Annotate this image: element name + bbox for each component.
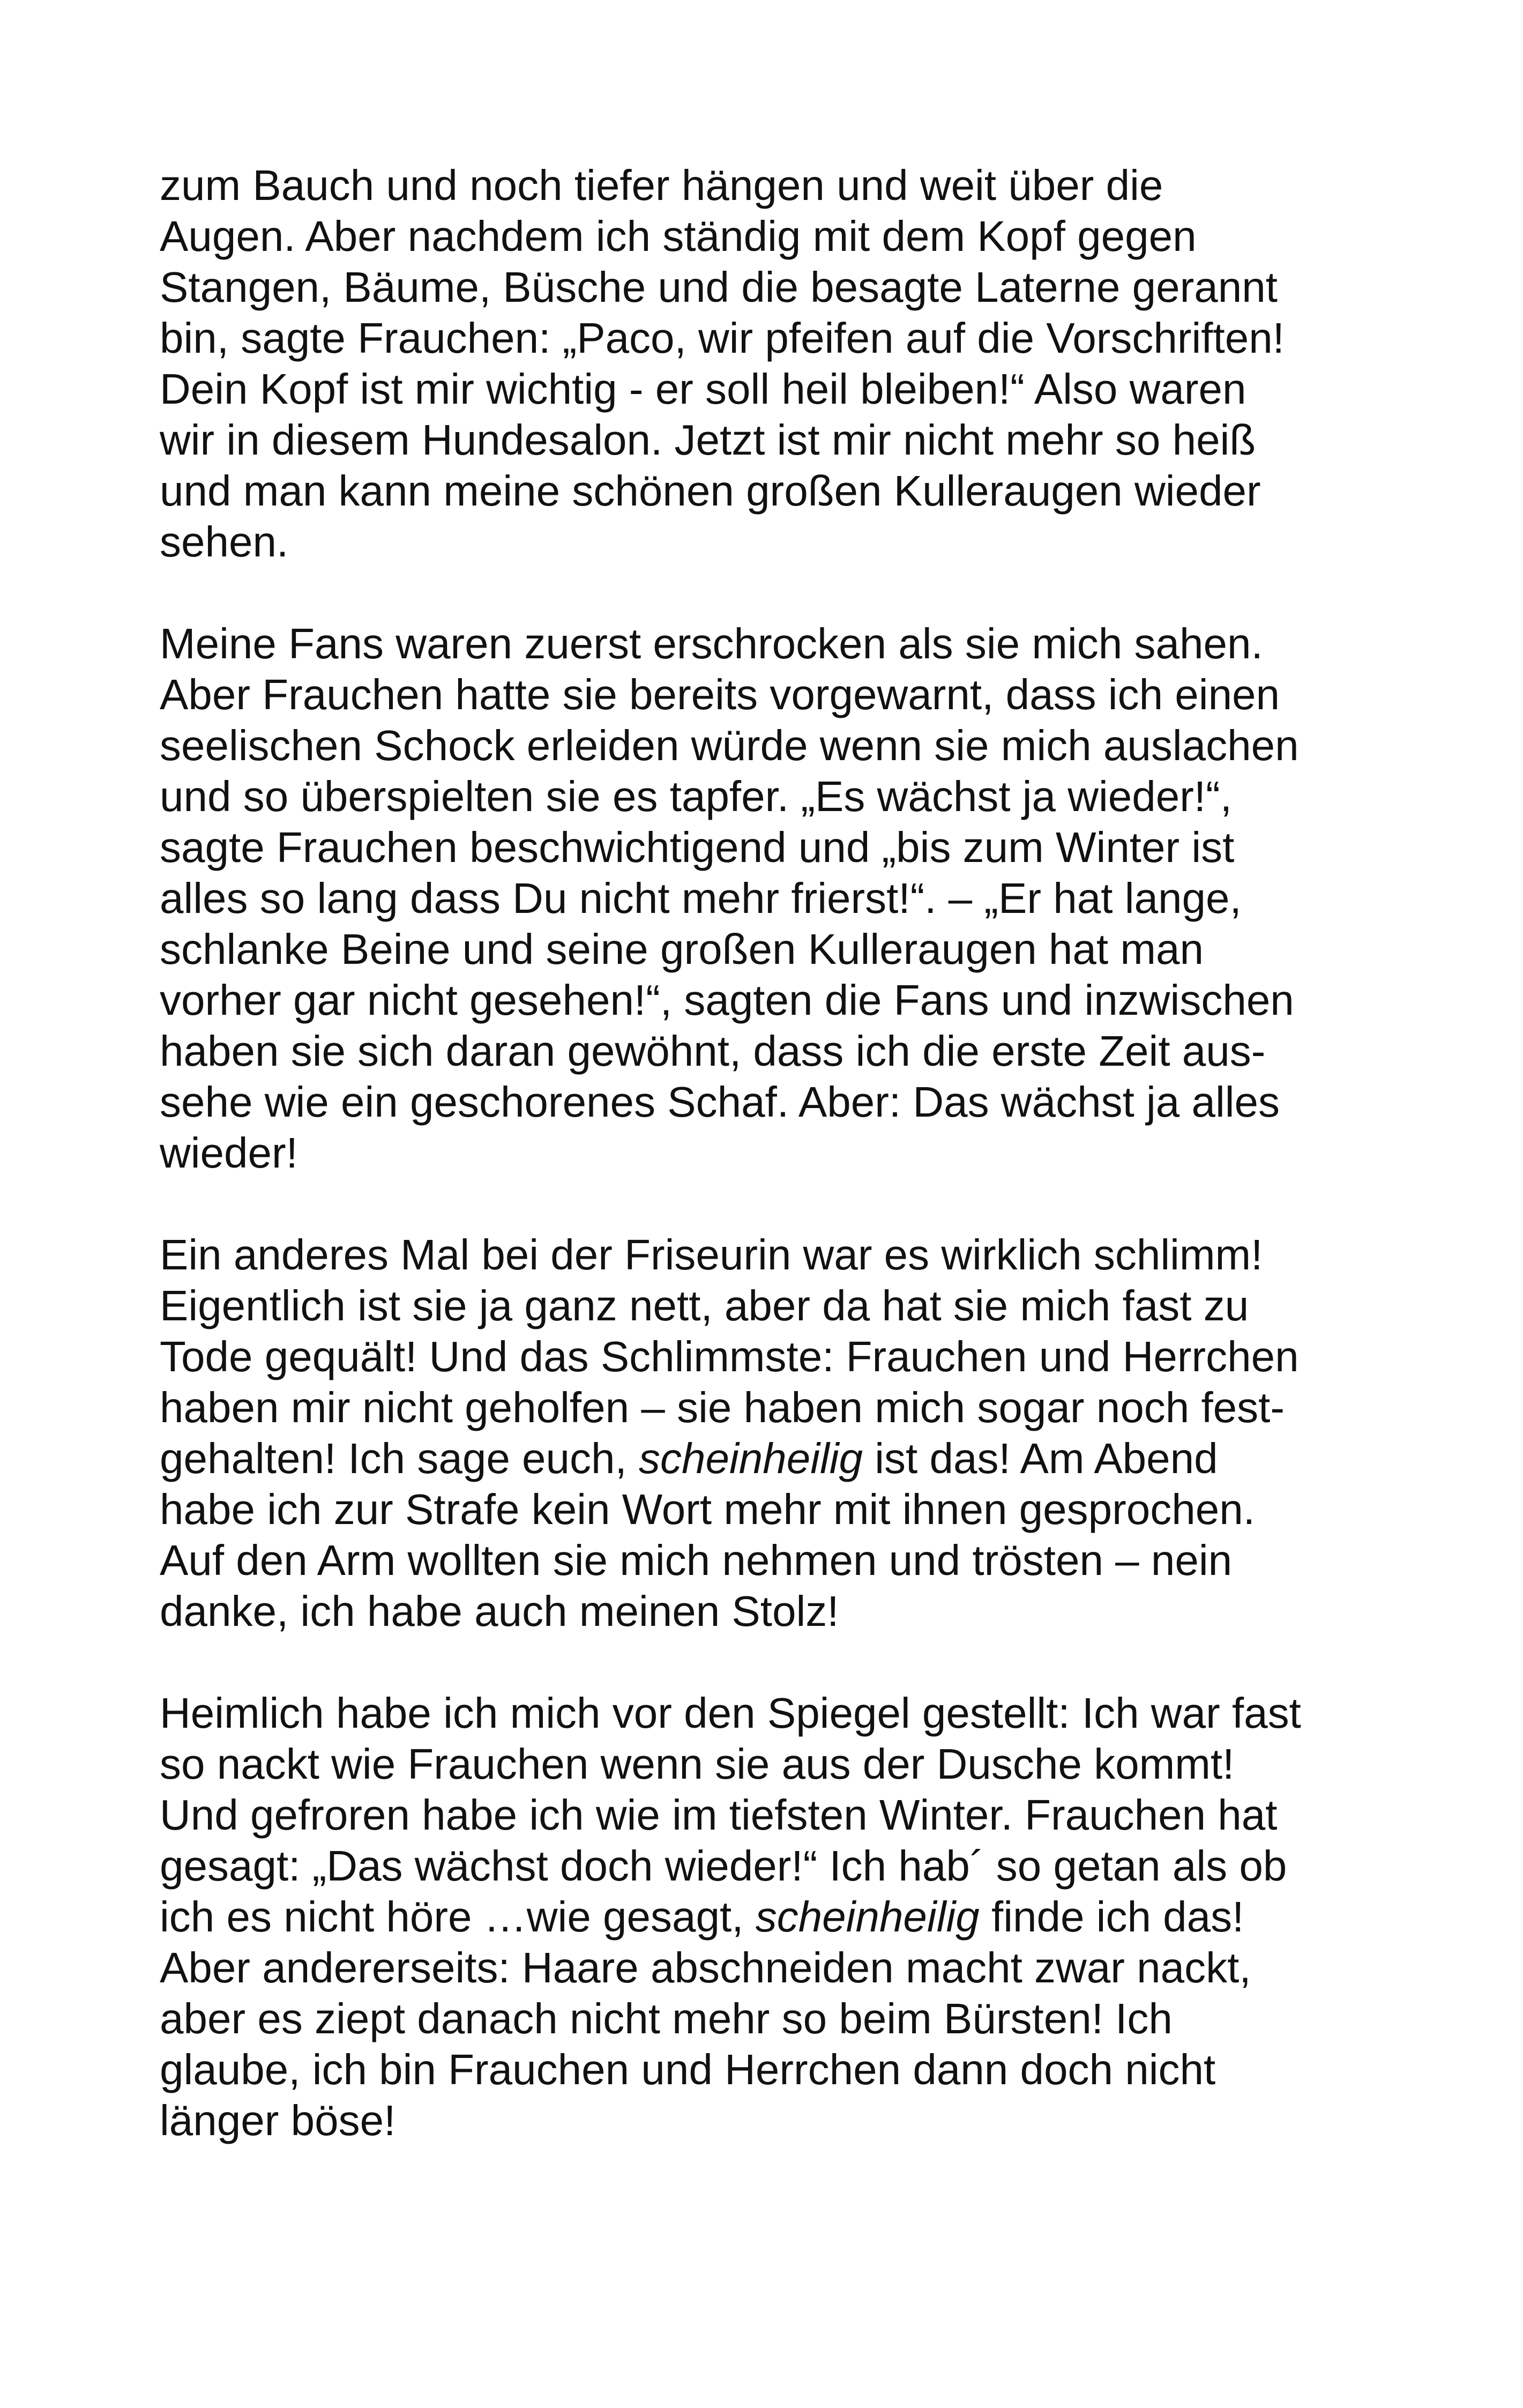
text-line: Meine Fans waren zuerst erschrocken als sie mich sahen. [160,620,1263,667]
paragraph-1 [160,160,1371,567]
text-run: gehalten! Ich sage euch, [160,1435,639,1482]
text-line: sehe wie ein geschorenes Schaf. Aber: Das wächst ja alles [160,1078,1280,1126]
text-line: habe ich zur Strafe kein Wort mehr mit ihnen gesprochen. [160,1485,1255,1533]
text-line: danke, ich habe auch meinen Stolz! [160,1587,839,1635]
text-line: Ein anderes Mal bei der Friseurin war es wirklich schlimm! [160,1231,1263,1279]
text-line: Tode gequält! Und das Schlimmste: Frauchen und Herrchen [160,1333,1299,1380]
text-line: Stangen, Bäume, Büsche und die besagte Laterne gerannt [160,263,1278,311]
text-line: Augen. Aber nachdem ich ständig mit dem Kopf gegen [160,212,1197,260]
text-line: gesagt: „Das wächst doch wieder!“ Ich hab´ so getan als ob [160,1842,1287,1890]
text-line: Aber Frauchen hatte sie bereits vorgewarnt, dass ich einen [160,671,1280,718]
text-line: Und gefroren habe ich wie im tiefsten Winter. Frauchen hat [160,1791,1278,1839]
text-line: Auf den Arm wollten sie mich nehmen und trösten – nein [160,1536,1233,1584]
text-line: haben mir nicht geholfen – sie haben mich sogar noch fest- [160,1384,1285,1431]
text-line: vorher gar nicht gesehen!“, sagten die Fans und inzwischen [160,976,1294,1024]
text-line: so nackt wie Frauchen wenn sie aus der Dusche kommt! [160,1740,1235,1788]
text-line: aber es ziept danach nicht mehr so beim Bürsten! Ich [160,1995,1173,2042]
text-line: sehen. [160,518,289,566]
text-run: ich es nicht höre …wie gesagt, [160,1893,756,1941]
text-line: bin, sagte Frauchen: „Paco, wir pfeifen auf die Vorschriften! [160,314,1285,362]
text-line: seelischen Schock erleiden würde wenn sie mich auslachen [160,722,1299,769]
text-line: länger böse! [160,2097,396,2144]
paragraph-4 [160,1688,1371,2146]
text-line: Dein Kopf ist mir wichtig - er soll heil bleiben!“ Also waren [160,365,1246,413]
text-line: wir in diesem Hundesalon. Jetzt ist mir nicht mehr so heiß [160,416,1256,464]
text-line: glaube, ich bin Frauchen und Herrchen dann doch nicht [160,2046,1216,2093]
text-line: und so überspielten sie es tapfer. „Es wächst ja wieder!“, [160,772,1233,820]
paragraph-3 [160,1229,1371,1637]
paragraph-2 [160,618,1371,1178]
text-line: sagte Frauchen beschwichtigend und „bis zum Winter ist [160,823,1235,871]
text-line-with-emphasis [160,1433,1371,1484]
text-line: haben sie sich daran gewöhnt, dass ich die erste Zeit aus- [160,1027,1266,1075]
text-line: und man kann meine schönen großen Kulleraugen wieder [160,467,1261,515]
text-line: Eigentlich ist sie ja ganz nett, aber da hat sie mich fast zu [160,1282,1249,1329]
text-line: schlanke Beine und seine großen Kulleraugen hat man [160,925,1204,973]
text-line: wieder! [160,1129,298,1177]
emphasized-word: scheinheilig [638,1435,863,1482]
text-line: alles so lang dass Du nicht mehr frierst!“. – „Er hat lange, [160,874,1242,922]
text-line: Aber andererseits: Haare abschneiden macht zwar nackt, [160,1944,1251,1991]
text-run: ist das! Am Abend [863,1435,1218,1482]
text-line-with-emphasis [160,1891,1371,1942]
text-line: zum Bauch und noch tiefer hängen und weit über die [160,161,1163,209]
text-line: Heimlich habe ich mich vor den Spiegel gestellt: Ich war fast [160,1689,1301,1737]
text-run: finde ich das! [979,1893,1244,1941]
emphasized-word: scheinheilig [755,1893,980,1941]
body-text [160,160,1371,2197]
